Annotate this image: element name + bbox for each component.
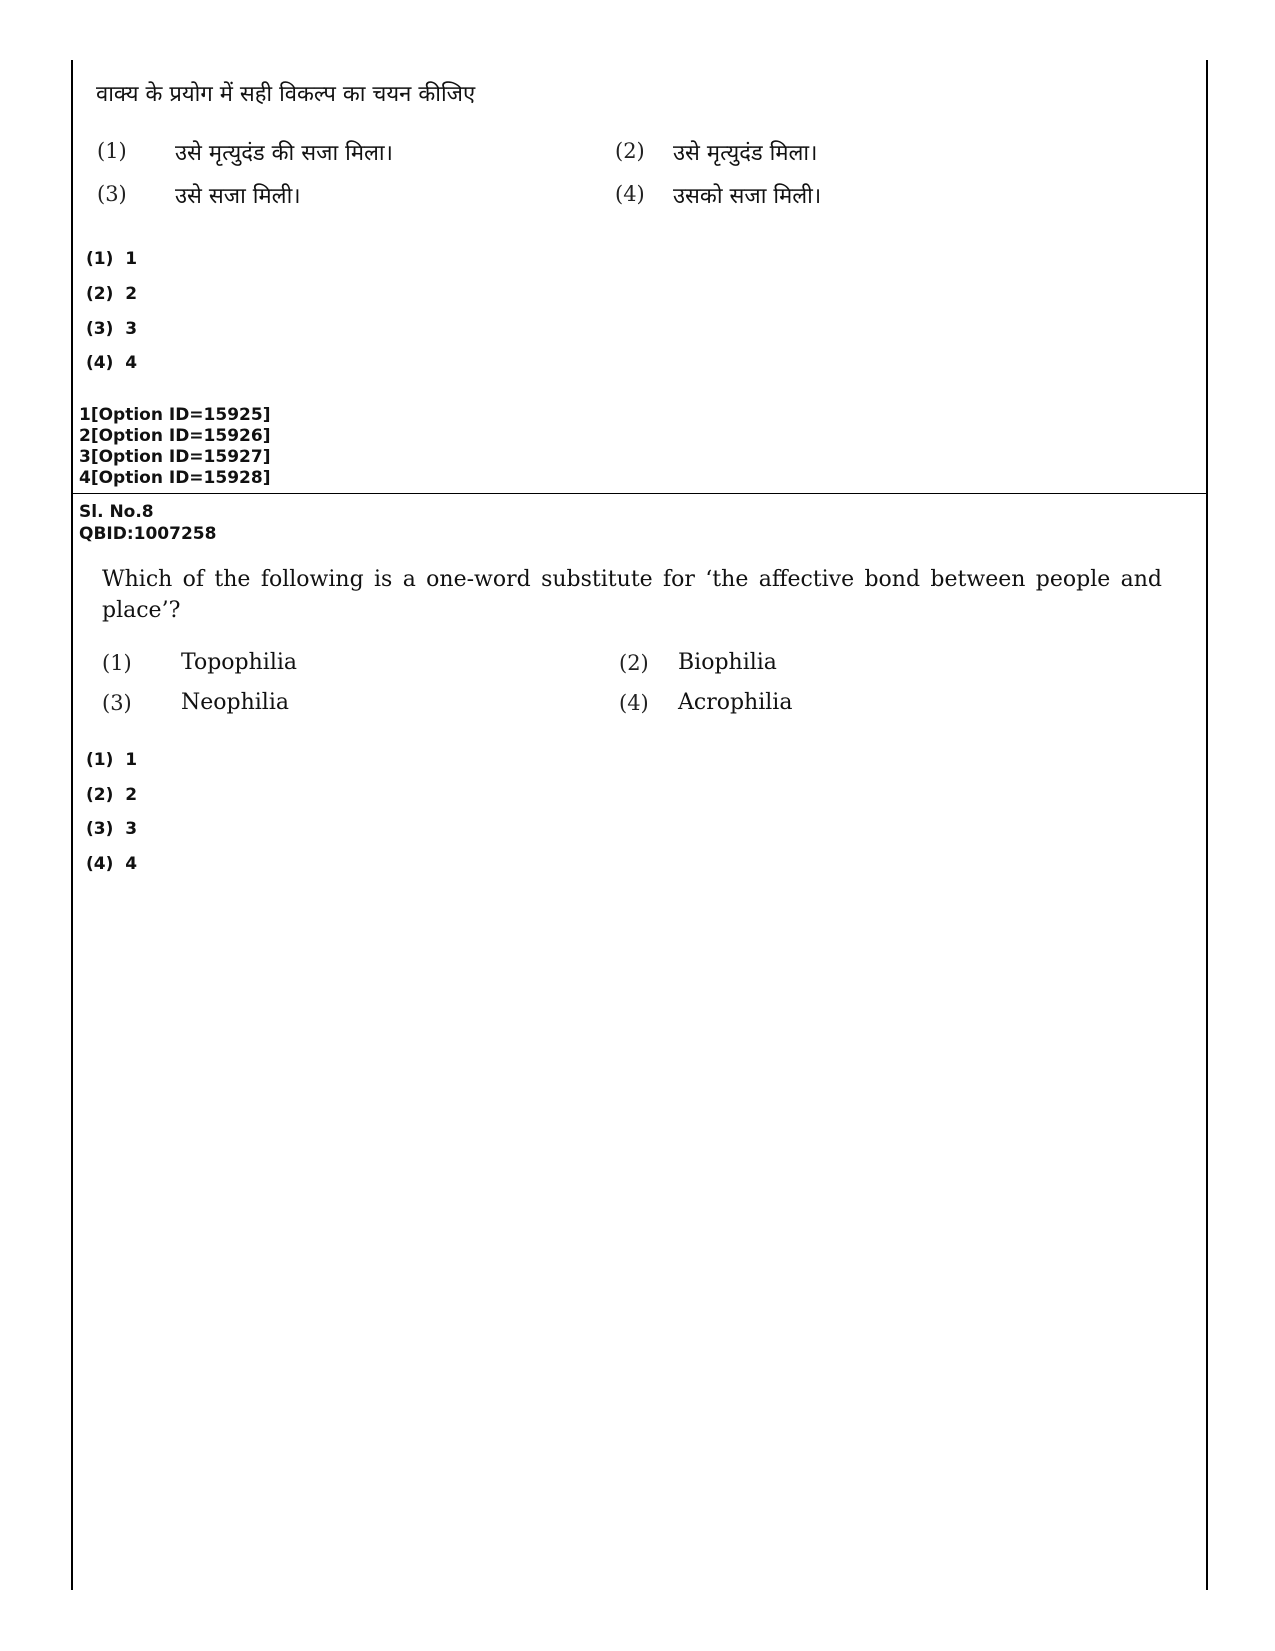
question-2-option-2-number: (2) xyxy=(619,651,649,675)
question-1-option-2-text: उसे मृत्युदंड मिला। xyxy=(673,141,818,166)
question-2-option-1-number: (1) xyxy=(102,651,132,675)
answer-number: (2) xyxy=(86,284,114,304)
question-1-answer-4 xyxy=(86,353,137,373)
left-border xyxy=(71,60,73,1590)
question-2-option-4-number: (4) xyxy=(619,691,649,715)
question-1-answer-2 xyxy=(86,284,137,304)
question-1-option-4-text: उसको सजा मिली। xyxy=(673,184,822,209)
question-2-option-1-text: Topophilia xyxy=(181,650,298,675)
question-2-text: Which of the following is a one-word substitute for ‘the affective bond between people and place’? xyxy=(102,567,1162,623)
question-1-option-4-number: (4) xyxy=(615,182,645,206)
question-1-option-1-text: उसे मृत्युदंड की सजा मिला। xyxy=(175,141,393,166)
option-id-1: 1[Option ID=15925] xyxy=(79,405,271,425)
question-2-answer-2 xyxy=(86,785,137,805)
question-2-option-3-number: (3) xyxy=(102,691,132,715)
right-border xyxy=(1206,60,1208,1590)
answer-value: 1 xyxy=(125,750,138,770)
answer-value: 3 xyxy=(125,319,138,339)
question-1-option-1-number: (1) xyxy=(97,139,127,163)
question-2-option-4-text: Acrophilia xyxy=(678,690,793,715)
question-1-option-2-number: (2) xyxy=(615,139,645,163)
answer-number: (4) xyxy=(86,854,114,874)
answer-number: (3) xyxy=(86,819,114,839)
question-1-answer-3 xyxy=(86,319,137,339)
answer-value: 3 xyxy=(125,819,138,839)
answer-value: 2 xyxy=(125,284,138,304)
answer-number: (4) xyxy=(86,353,114,373)
option-id-3: 3[Option ID=15927] xyxy=(79,447,271,467)
answer-number: (1) xyxy=(86,750,114,770)
option-id-4: 4[Option ID=15928] xyxy=(79,468,271,488)
question-1-option-3-number: (3) xyxy=(97,182,127,206)
question-2-option-2-text: Biophilia xyxy=(678,650,777,675)
serial-number: Sl. No.8 xyxy=(79,502,154,522)
question-divider xyxy=(71,493,1208,494)
question-2-answer-1 xyxy=(86,750,137,770)
question-2-answer-3 xyxy=(86,819,137,839)
question-2-option-3-text: Neophilia xyxy=(181,690,289,715)
question-1-text: वाक्य के प्रयोग में सही विकल्प का चयन कीजिए xyxy=(96,82,476,107)
answer-number: (3) xyxy=(86,319,114,339)
question-1-option-3-text: उसे सजा मिली। xyxy=(175,184,301,209)
question-2-answer-4 xyxy=(86,854,137,874)
answer-value: 4 xyxy=(125,854,138,874)
qbid: QBID:1007258 xyxy=(79,524,217,544)
answer-value: 2 xyxy=(125,785,138,805)
answer-value: 1 xyxy=(125,249,138,269)
answer-number: (1) xyxy=(86,249,114,269)
answer-number: (2) xyxy=(86,785,114,805)
answer-value: 4 xyxy=(125,353,138,373)
option-id-2: 2[Option ID=15926] xyxy=(79,426,271,446)
question-1-answer-1 xyxy=(86,249,137,269)
